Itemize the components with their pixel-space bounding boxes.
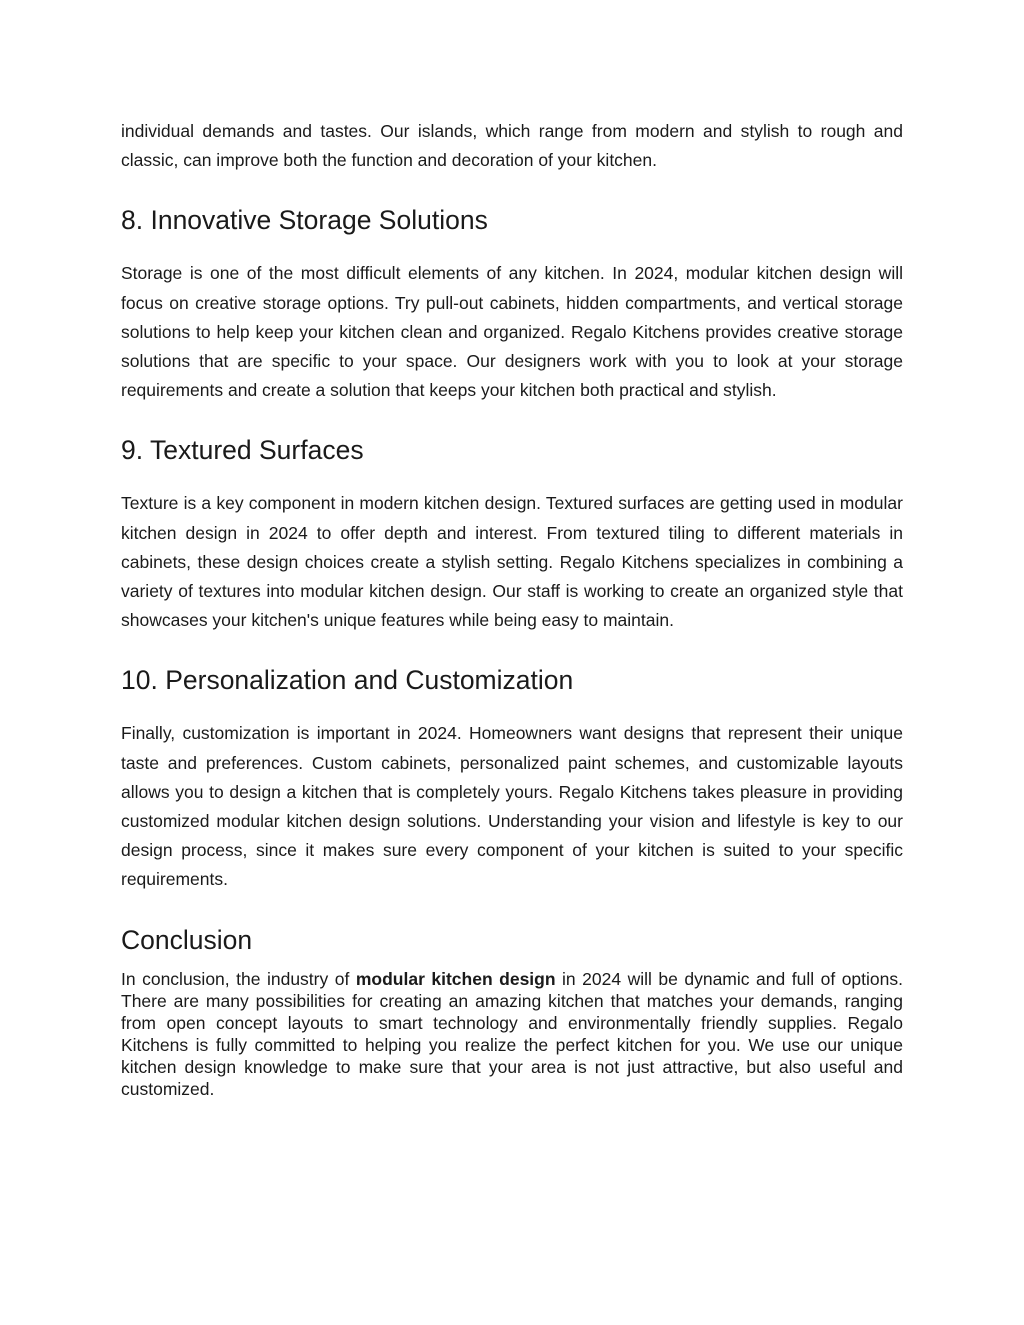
- intro-paragraph: individual demands and tastes. Our islands, which range from modern and stylish to rough and classic, can improve both the function and decoration of your kitchen.: [121, 121, 903, 171]
- document-page: [121, 117, 903, 1100]
- conclusion-lead: In conclusion, the industry of: [121, 968, 356, 989]
- section-body-textured: Texture is a key component in modern kitchen design. Textured surfaces are getting used in modular kitchen design in 2024 to offer depth and interest. From textured tiling to different materials in cabinets, these design choices create a stylish setting. Regalo Kitchens specializes in combining a variety of textures into modular kitchen design. Our staff is working to create an organized style that showcases your kitchen's unique features while being easy to maintain.: [121, 493, 903, 631]
- section-heading-personalization: 10. Personalization and Customization: [121, 665, 574, 696]
- conclusion-rest: in 2024 will be dynamic and full of options. There are many possibilities for creating an amazing kitchen that matches your demands, ranging from open concept layouts to smart technology and environmentally friendly supplies. Regalo Kitchens is fully committed to helping you realize the perfect kitchen for you. We use our unique kitchen design knowledge to make sure that your area is not just attractive, but also useful and customized.: [121, 968, 903, 1099]
- conclusion-bold-term: modular kitchen design: [355, 968, 556, 989]
- section-body-personalization: Finally, customization is important in 2024. Homeowners want designs that represent their unique taste and preferences. Custom cabinets, personalized paint schemes, and customizable layouts allows you to design a kitchen that is completely yours. Regalo Kitchens takes pleasure in providing customized modular kitchen design solutions. Understanding your vision and lifestyle is key to our design process, since it makes sure every component of your kitchen is suited to your specific requirements.: [121, 723, 903, 890]
- section-heading-storage: 8. Innovative Storage Solutions: [121, 205, 488, 236]
- conclusion-paragraph: [121, 968, 903, 1100]
- section-body-storage: Storage is one of the most difficult elements of any kitchen. In 2024, modular kitchen design will focus on creative storage options. Try pull-out cabinets, hidden compartments, and vertical storage solutions to help keep your kitchen clean and organized. Regalo Kitchens provides creative storage solutions that are specific to your space. Our designers work with you to look at your storage requirements and create a solution that keeps your kitchen both practical and stylish.: [121, 263, 903, 401]
- conclusion-heading: Conclusion: [121, 924, 253, 955]
- section-heading-textured: 9. Textured Surfaces: [121, 435, 364, 466]
